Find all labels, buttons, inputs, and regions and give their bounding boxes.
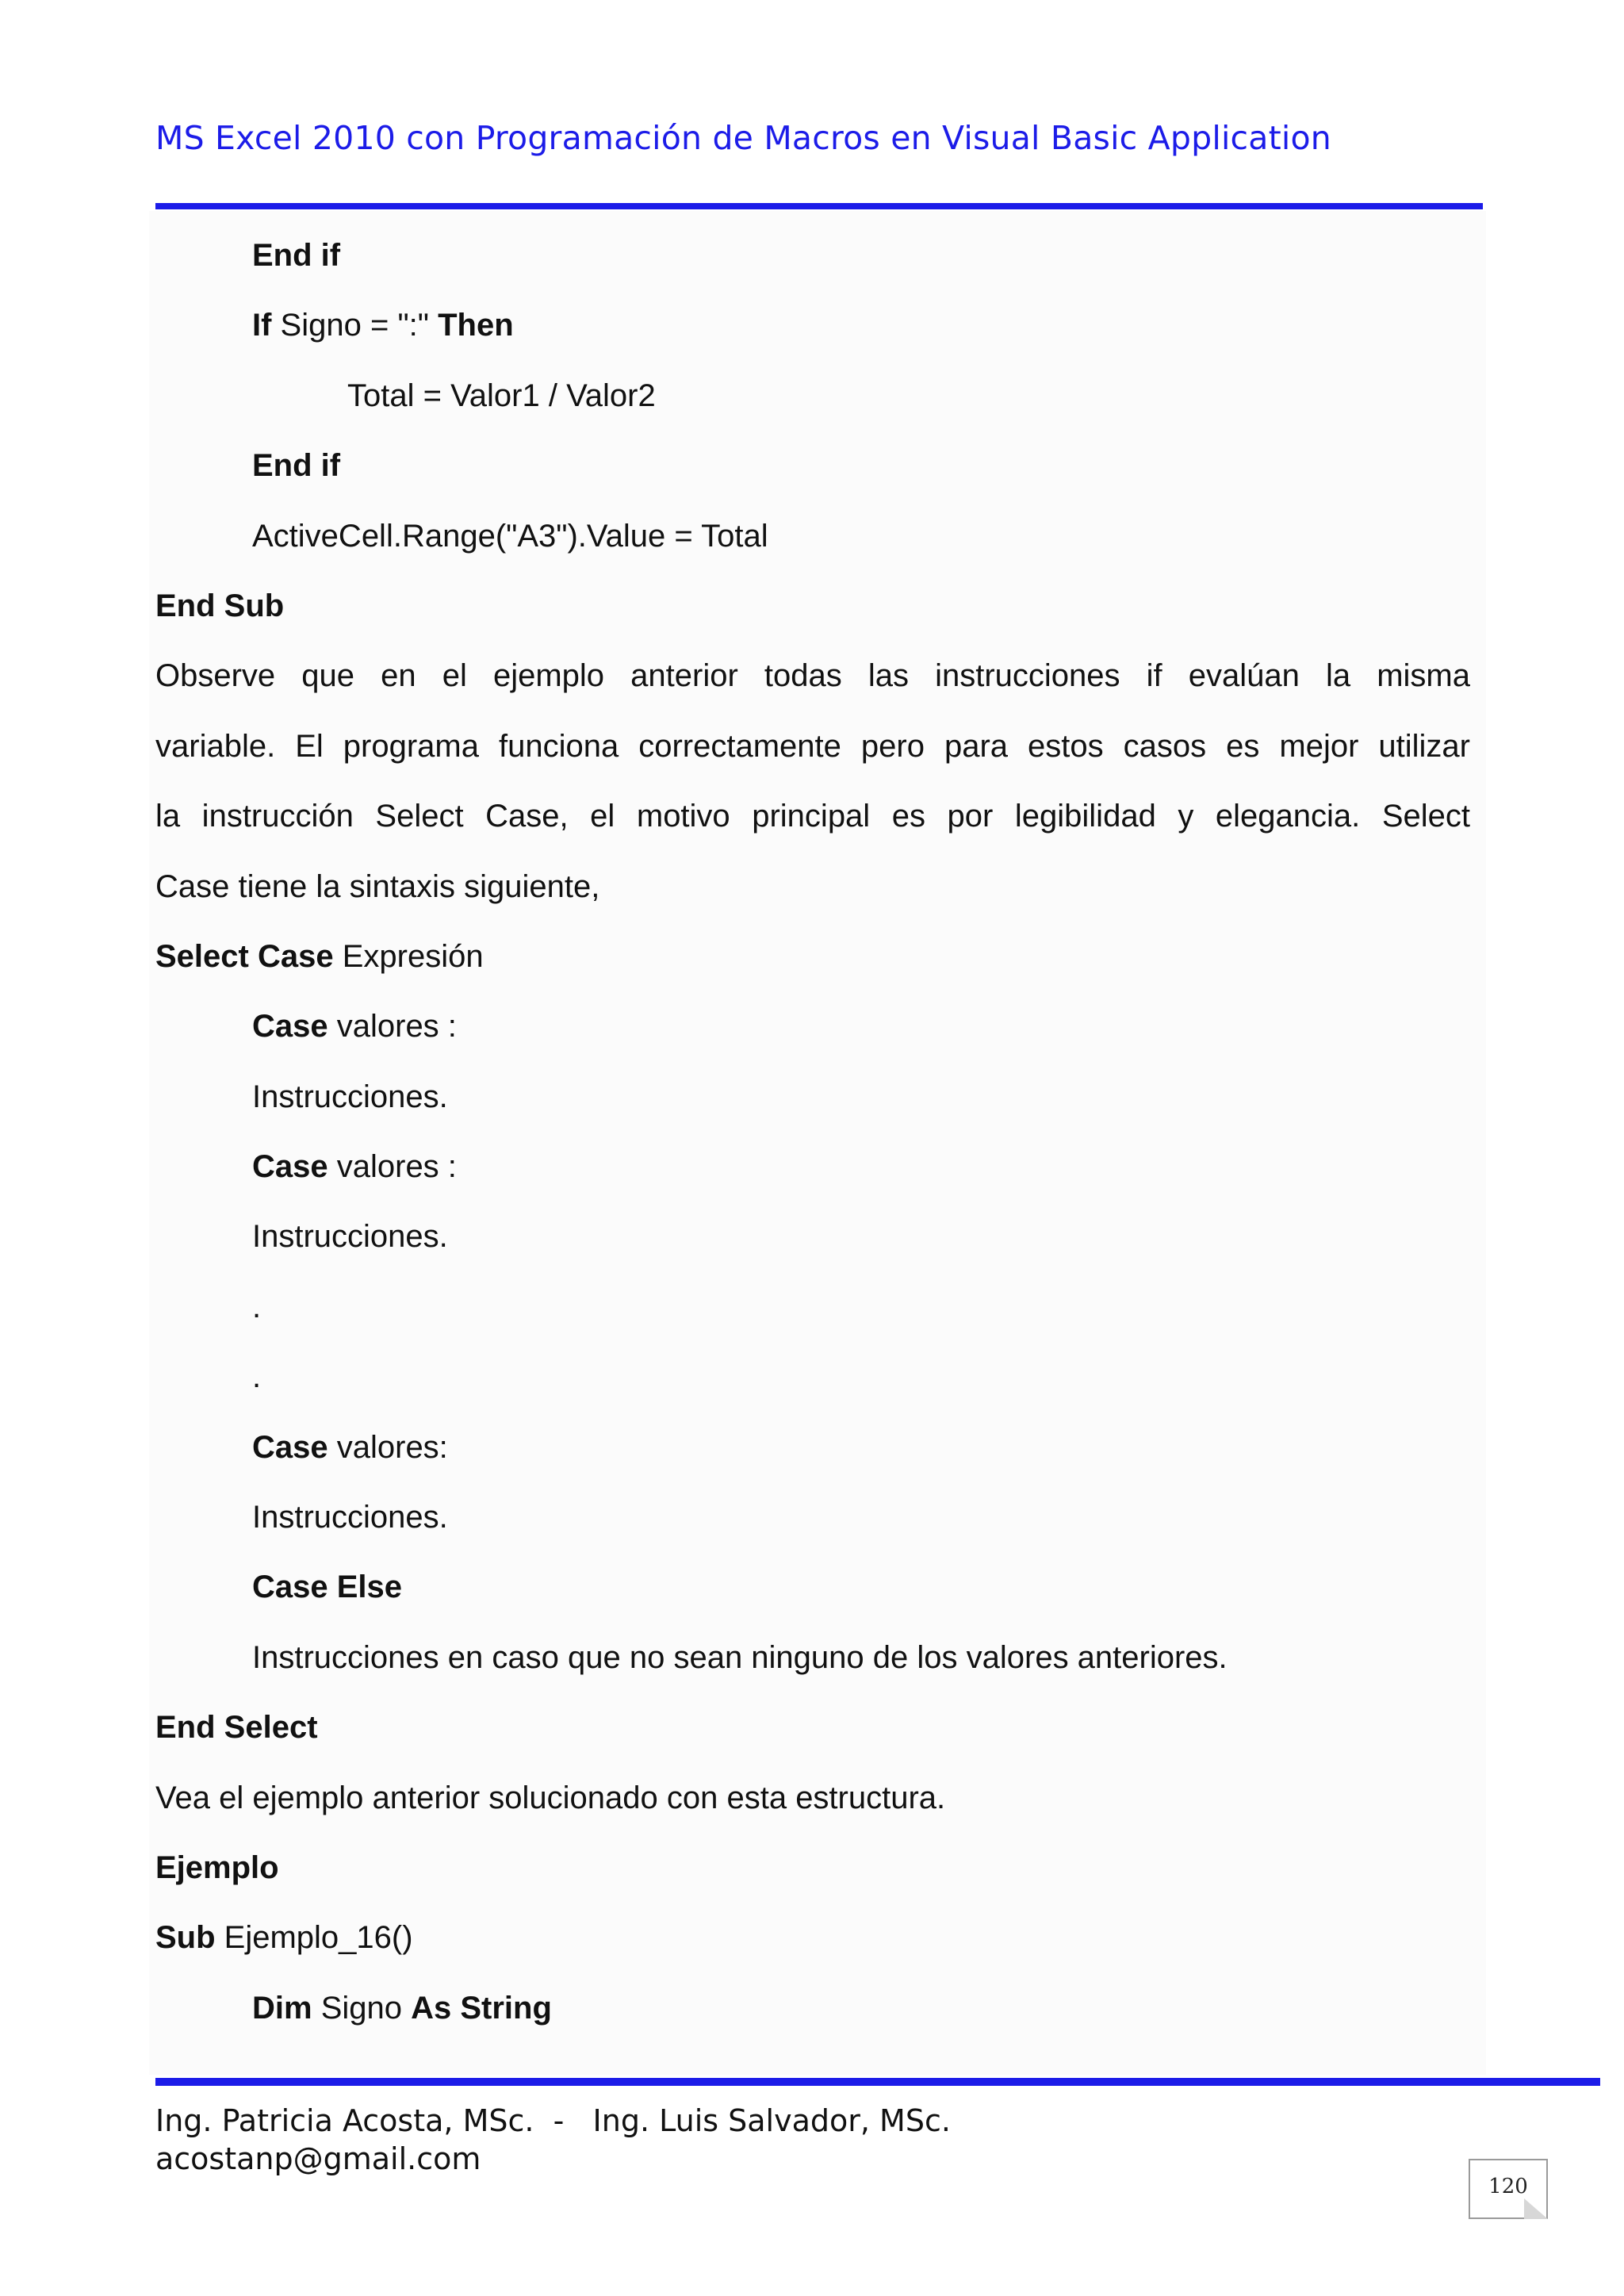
keyword: Case	[252, 1009, 328, 1045]
code-line: Instrucciones en caso que no sean ninguno de los valores anteriores.	[252, 1639, 1228, 1675]
page-body	[155, 220, 1470, 2043]
code-line	[155, 1132, 1470, 1202]
code-line: Instrucciones.	[252, 1500, 448, 1535]
code-line	[155, 290, 1470, 360]
heading-text: Ejemplo	[155, 1849, 279, 1885]
paragraph-line: variable. El programa funciona correctamente pero para estos casos es mejor utilizar	[155, 728, 1470, 764]
paragraph-line: Vea el ejemplo anterior solucionado con esta estructura.	[155, 1780, 946, 1815]
keyword: If	[252, 308, 272, 343]
keyword: End if	[252, 448, 341, 484]
footer-email: acostanp@gmail.com	[155, 2141, 481, 2176]
header-rule	[155, 203, 1483, 209]
paragraph-line: Case tiene la sintaxis siguiente,	[155, 868, 600, 904]
keyword: Then	[438, 308, 514, 343]
code-line: ActiveCell.Range("A3").Value = Total	[252, 518, 768, 554]
code-line: .	[252, 1359, 262, 1395]
footer-rule	[155, 2078, 1600, 2086]
section-heading	[155, 1833, 1470, 1903]
paragraph-line: la instrucción Select Case, el motivo principal es por legibilidad y elegancia. Select	[155, 799, 1470, 834]
code-line: Instrucciones.	[252, 1219, 448, 1255]
code-line	[155, 571, 1470, 641]
code-line: Instrucciones.	[252, 1079, 448, 1114]
code-text: Expresión	[333, 938, 484, 974]
keyword: End Sub	[155, 588, 285, 623]
running-header-title: MS Excel 2010 con Programación de Macros en Visual Basic Application	[155, 119, 1331, 157]
code-text: Ejemplo_16()	[215, 1920, 413, 1956]
code-text: Signo	[312, 1990, 412, 2026]
keyword: Case Else	[252, 1570, 403, 1605]
keyword: Case	[252, 1149, 328, 1185]
code-line: .	[252, 1289, 262, 1324]
code-line	[155, 220, 1470, 290]
code-line	[155, 1412, 1470, 1482]
keyword: Select Case	[155, 938, 334, 974]
code-line: Total = Valor1 / Valor2	[347, 378, 656, 413]
code-line	[155, 1903, 1470, 1972]
keyword: End if	[252, 238, 341, 273]
code-line	[155, 431, 1470, 500]
keyword: As String	[411, 1990, 552, 2026]
code-line	[155, 922, 1470, 991]
code-text: Signo = ":"	[271, 308, 439, 343]
code-text: valores :	[327, 1149, 457, 1185]
code-line	[155, 1692, 1470, 1762]
code-text: valores :	[327, 1009, 457, 1045]
paragraph-line: Observe que en el ejemplo anterior todas las instrucciones if evalúan la misma	[155, 658, 1470, 694]
page-number-box	[1469, 2159, 1548, 2219]
keyword: End Select	[155, 1710, 318, 1746]
page-number: 120	[1488, 2175, 1528, 2198]
code-text: valores:	[327, 1429, 448, 1465]
keyword: Case	[252, 1429, 328, 1465]
page-curl-icon	[1524, 2198, 1548, 2219]
footer-authors: Ing. Patricia Acosta, MSc. - Ing. Luis Salvador, MSc.	[155, 2103, 951, 2138]
keyword: Dim	[252, 1990, 312, 2026]
keyword: Sub	[155, 1920, 216, 1956]
code-line	[155, 1973, 1470, 2043]
code-line	[155, 991, 1470, 1061]
code-line	[155, 1552, 1470, 1622]
